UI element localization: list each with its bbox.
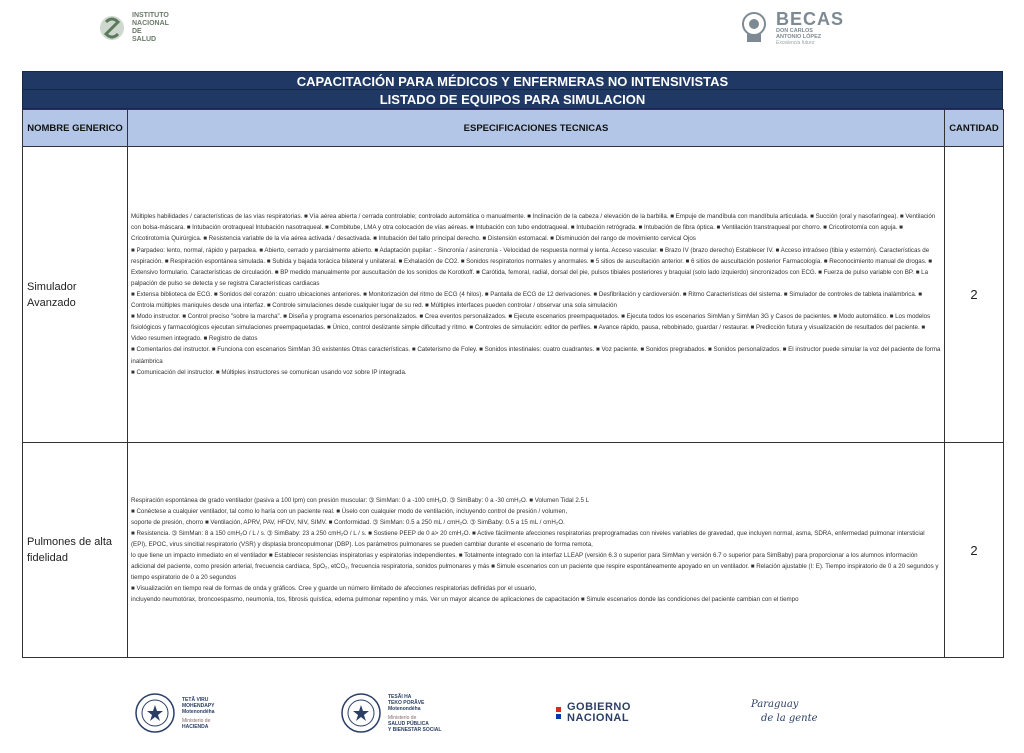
spec-paragraph: soporte de presión, chorro ■ Ventilación, APRV, PAV, HFOV, NIV, SIMV. ■ Conformidad. ➂ SimMan: 0.5 a 250 mL / cmH₂O. ➂ SimBaby: 0.5 a 15 mL / cmH₂O. xyxy=(131,518,565,526)
ministry-line: Ministerio de xyxy=(388,714,417,721)
spec-paragraph: ■ Conéctese a cualquier ventilador, tal como lo haría con un paciente real. ■ Úselo con cualquier modo de ventilación, incluyendo control de presión / volumen, xyxy=(131,507,568,515)
becas-tagline: Excelencia futuro xyxy=(776,40,815,46)
column-header-qty: CANTIDAD xyxy=(945,110,1004,147)
becas-emblem-icon xyxy=(738,10,770,46)
flag-bars-icon xyxy=(556,707,561,719)
gobierno-nacional-logo xyxy=(556,702,631,724)
footer-line: TETÃ VIRU xyxy=(182,696,209,703)
ministry-line: HACIENDA xyxy=(182,723,209,730)
column-header-spec: ESPECIFICACIONES TECNICAS xyxy=(128,110,945,147)
hacienda-logo xyxy=(134,688,215,738)
spec-paragraph: lo que tiene un impacto inmediato en el ventilador ■ Establecer resistencias inspiratorias y espiratorias independientes. ■ Totalmente integrado con la interfaz LLEAP (versión 6.3 o superior para SimMan y versión 6.7 o superior para SimBaby) para proporcionar a los alumnos información adicional del paciente, como presión arterial, frecuencia cardíaca, SpO₂, etCO₂, frecuencia respiratoria, sonidos pulmonares y más ■ Simule escenarios con un paciente que respire espontáneamente apoyado en un ventilador. ■ Relación ajustable (I: E). Tiempo inspiratorio de 0 a 20 segundos y tiempo espiratorio de 0 a 20 segundos xyxy=(131,552,939,582)
equipment-name: Pulmones de alta fidelidad xyxy=(23,443,128,658)
spec-paragraph: Múltiples habilidades / características de las vías respiratorias. ■ Vía aérea abierta / cerrada controlable; controlado automática o manualmente. ■ Inclinación de la cabeza / elevación de la barbilla. ■ Empuje de mandíbula con mandíbula articulada. ■ Succión (oral y nasofaríngea). ■ Ventilación con bolsa-máscara. ■ Intubación orotraqueal Intubación nasotraqueal. ■ Combitube, LMA y otra colocación de vías aéreas. ■ Intubación con tubo endotraqueal. ■ Intubación retrógrada. ■ Intubación de fibra óptica. ■ Ventilación transtraqueal por chorro. ■ Cricotirotomía con aguja. ■ Cricotirotomía Quirúrgica. ■ Resistencia variable de la vía aérea activada / desactivada. ■ Intubación del tallo principal derecho. ■ Distensión estomacal. ■ Disminución del rango de movimiento cervical Ojos xyxy=(131,213,936,243)
para-line: de la gente xyxy=(761,713,818,724)
para-line: Paraguay xyxy=(751,699,799,710)
header-row xyxy=(23,110,1004,147)
sheet-title: CAPACITACIÓN PARA MÉDICOS Y ENFERMERAS NO INTENSIVISTAS xyxy=(22,71,1003,90)
equipment-table xyxy=(22,109,1004,658)
salud-logo xyxy=(340,688,441,738)
becas-sub: ANTONIO LÓPEZ xyxy=(776,34,822,40)
footer-line: Motenondéha xyxy=(182,708,215,715)
ins-line: INSTITUTO xyxy=(132,12,169,19)
table-row xyxy=(23,147,1004,443)
footer-line: MOHENDAPY xyxy=(182,702,215,709)
spec-paragraph: ■ Modo instructor. ■ Control preciso "sobre la marcha". ■ Diseña y programa escenarios personalizados. ■ Crea eventos personalizados. ■ Ejecute escenarios preempaquetados. ■ Ejecuta todos los escenarios SimMan y SimMan 3G y Casos de pacientes. ■ Modo automático. ■ Los modelos fisiológicos y farmacológicos ejecutan simulaciones preempaquetadas. ■ Único, control deslizante simple dificultad y ritmo. ■ Controles de simulación: editor de perfiles. ■ Avance rápido, pausa, rebobinado, guardar / restaurar. ■ Predicción futura y visualización de resultados del paciente. ■ Video resumen integrado. ■ Registro de datos xyxy=(131,313,931,343)
footer-line: Motenondéha xyxy=(388,705,421,712)
national-seal-icon xyxy=(134,692,176,734)
ministry-line: Y BIENESTAR SOCIAL xyxy=(388,726,442,733)
ins-line: SALUD xyxy=(132,36,157,43)
equipment-spec xyxy=(128,443,945,658)
ministry-line: SALUD PÚBLICA xyxy=(388,720,429,727)
spec-paragraph: ■ Comunicación del instructor. ■ Múltiples instructores se comunican usando voz sobre IP integrada. xyxy=(131,368,407,376)
national-seal-icon xyxy=(340,692,382,734)
ins-line: DE xyxy=(132,28,142,35)
spec-paragraph: incluyendo neumotórax, broncoespasmo, neumonía, tos, fibrosis quística, edema pulmonar repentino y más. Ver un mayor alcance de aplicaciones de capacitación ■ Simule escenarios donde las condiciones del paciente cambian con el tiempo xyxy=(131,596,799,604)
spec-paragraph: ■ Parpadeo: lento, normal, rápido y parpadea. ■ Abierto, cerrado y parcialmente abierto. ■ Adaptación pupilar: - Sincronía / asincronía - Velocidad de respuesta normal y lenta. Acceso vascular. ■ Brazo IV (brazo derecho) Establecer IV. ■ Acceso intraóseo (tibia y esternón). Características de respiración. ■ Respiración espontánea simulada. ■ Subida y bajada torácica bilateral y unilateral. ■ Exhalación de CO2. ■ Sonidos respiratorios normales y anormales. ■ 5 sitios de auscultación anterior. ■ 6 sitios de auscultación posterior Farmacología. ■ Reconocimiento manual de drogas. ■ Extensivo formulario. Características de circulación. ■ BP medido manualmente por auscultación de los sonidos de Korotkoff. ■ Carótida, femoral, radial, dorsal del pie, pulsos tibiales posteriores y braquial (solo lado izquierdo) sincronizados con ECG. ■ Fuerza de pulso variable con BP. ■ La palpación de pulso se detecta y se registra Características cardiacas xyxy=(131,246,932,287)
sheet-subtitle: LISTADO DE EQUIPOS PARA SIMULACION xyxy=(22,90,1003,109)
gob-line: NACIONAL xyxy=(567,712,630,724)
ins-logo xyxy=(98,12,169,44)
spec-paragraph: Respiración espontánea de grado ventilador (pasiva a 100 lpm) con presión muscular: ➂ SimMan: 0 a -100 cmH₂O. ➂ SimBaby: 0 a -30 cmH₂O. ■ Volumen Tidal 2.5 L xyxy=(131,496,590,504)
ins-line: NACIONAL xyxy=(132,20,169,27)
equipment-quantity: 2 xyxy=(945,147,1004,443)
becas-title: BECAS xyxy=(776,9,845,29)
column-header-name: NOMBRE GENERICO xyxy=(23,110,128,147)
spec-paragraph: ■ Resistencia. ➂ SimMan: 8 a 150 cmH₂O / L / s. ➂ SimBaby: 23 a 250 cmH₂O / L / s. ■ Sostiene PEEP de 0 a> 20 cmH₂O. ■ Active fácilmente afecciones respiratorias preprogramadas con niveles variables de gravedad, que incluyen normal, asma, SDRA, enfermedad pulmonar intersticial (EPI), EPOC, virus sincitial respiratorio (VSR) y displasia broncopulmonar (DBP). Los parámetros pulmonares se pueden cambiar durante el escenario de forma remota, xyxy=(131,529,925,548)
equipment-sheet xyxy=(22,71,1003,658)
spec-paragraph: ■ Comentarios del instructor. ■ Funciona con escenarios SimMan 3G existentes Otras características. ■ Cateterismo de Foley. ■ Sonidos intestinales: cuatro cuadrantes. ■ Voz paciente. ■ Sonidos pregrabados. ■ Sonidos personalizados. ■ El instructor puede simular la voz del paciente de forma inalámbrica xyxy=(131,346,941,365)
becas-sub: DON CARLOS xyxy=(776,28,813,34)
spec-paragraph: ■ Visualización en tiempo real de formas de onda y gráficos. Cree y guarde un número ilimitado de afecciones respiratorias definidas por el usuario, xyxy=(131,585,537,593)
spec-paragraph: ■ Extensa biblioteca de ECG. ■ Sonidos del corazón: cuatro ubicaciones anteriores. ■ Monitorización del ritmo de ECG (4 hilos). ■ Pantalla de ECG de 12 derivaciones. ■ Desfibrilación y cardioversión. ■ Ritmo Características del sistema. ■ Simulador de controles de tableta inalámbrica. ■ Controla múltiples maniquíes desde una interfaz. ■ Controle simulaciones desde cualquier lugar de su red. ■ Múltiples interfaces pueden controlar / observar una sola simulación xyxy=(131,290,922,310)
ins-emblem-icon xyxy=(98,12,126,44)
ministry-line: Ministerio de xyxy=(182,717,211,724)
equipment-quantity: 2 xyxy=(945,443,1004,658)
footer-line: TEKO PORÃVE xyxy=(388,699,425,706)
gob-line: GOBIERNO xyxy=(567,701,631,713)
paraguay-logo xyxy=(751,698,818,726)
equipment-name: Simulador Avanzado xyxy=(23,147,128,443)
becas-logo xyxy=(738,10,844,46)
footer-line: TESÃI HA xyxy=(388,693,412,700)
equipment-spec xyxy=(128,147,945,443)
table-row xyxy=(23,443,1004,658)
